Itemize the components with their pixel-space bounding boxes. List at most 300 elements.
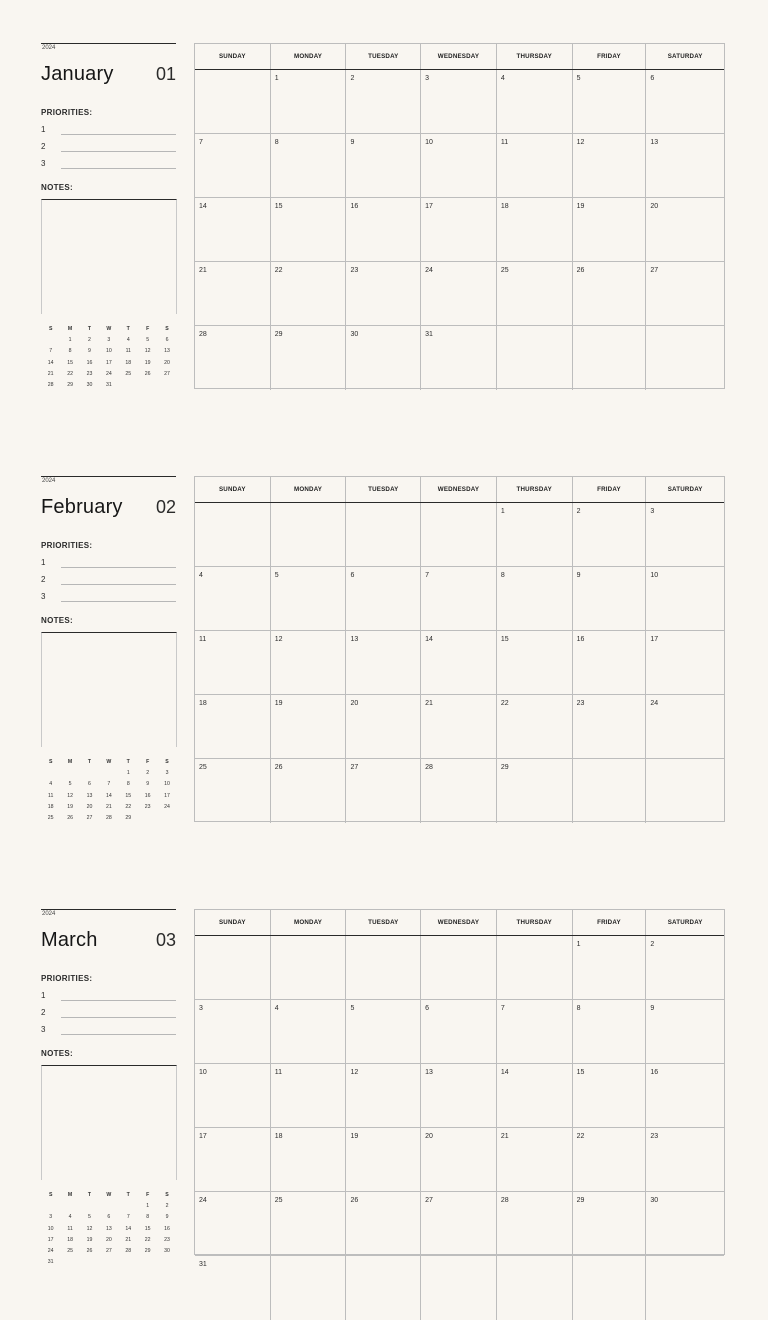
- month-grid: [194, 43, 725, 389]
- day-number: 16: [650, 1069, 659, 1076]
- mini-calendar-week: [41, 813, 177, 824]
- mini-day: 26: [67, 814, 73, 821]
- mini-day: 4: [49, 781, 53, 788]
- day-cell[interactable]: [195, 631, 271, 694]
- priorities-label: PRIORITIES:: [41, 541, 93, 550]
- day-number: 4: [274, 1005, 279, 1012]
- priority-number: 3: [41, 592, 46, 601]
- day-cell[interactable]: [346, 1256, 421, 1320]
- priority-write-line[interactable]: [61, 601, 176, 602]
- day-cell[interactable]: [346, 70, 421, 133]
- mini-day: 31: [105, 381, 112, 388]
- mini-day: 15: [125, 792, 132, 799]
- day-number: 6: [425, 1005, 430, 1012]
- mini-day: 10: [47, 1225, 54, 1232]
- mini-day: 25: [67, 1247, 73, 1254]
- day-cell[interactable]: [271, 631, 347, 694]
- mini-day: 16: [86, 359, 93, 366]
- day-cell[interactable]: [195, 198, 271, 261]
- day-cell[interactable]: [271, 503, 347, 566]
- mini-day: 29: [67, 381, 73, 388]
- day-cell[interactable]: [195, 262, 271, 325]
- day-number: 27: [425, 1197, 433, 1204]
- week-row: [195, 198, 724, 262]
- mini-day: [99, 768, 118, 779]
- day-cell[interactable]: [421, 134, 497, 197]
- day-cell[interactable]: [646, 1192, 724, 1255]
- priority-number: 1: [41, 991, 46, 1000]
- day-cell[interactable]: [195, 567, 271, 630]
- mini-weekday: F: [146, 326, 150, 332]
- week-row: [195, 936, 724, 1000]
- weekday-header-saturday: SATURDAY: [667, 486, 703, 493]
- day-cell[interactable]: [573, 503, 647, 566]
- day-cell[interactable]: [646, 262, 724, 325]
- day-cell[interactable]: [271, 1128, 347, 1191]
- weekday-header-tuesday: TUESDAY: [346, 910, 421, 935]
- day-cell[interactable]: [646, 1064, 724, 1127]
- day-cell[interactable]: [497, 198, 573, 261]
- mini-calendar-week: [41, 1246, 177, 1257]
- priority-number: 2: [41, 142, 46, 151]
- weekday-header-friday: FRIDAY: [573, 477, 647, 502]
- day-cell[interactable]: [346, 198, 421, 261]
- mini-day: 7: [126, 1214, 130, 1221]
- mini-day: 7: [49, 348, 53, 355]
- day-number: 22: [274, 267, 283, 274]
- day-cell[interactable]: [573, 1256, 647, 1320]
- mini-weekday: T: [126, 326, 130, 332]
- mini-day: 27: [86, 814, 93, 821]
- day-cell[interactable]: [195, 695, 271, 758]
- mini-day: 11: [48, 792, 54, 799]
- priority-write-line[interactable]: [61, 168, 176, 169]
- priority-row[interactable]: [41, 1008, 176, 1022]
- day-cell[interactable]: [421, 1000, 497, 1063]
- day-cell[interactable]: [271, 1064, 347, 1127]
- weekday-header-sunday: SUNDAY: [195, 44, 271, 69]
- mini-day: 16: [144, 792, 151, 799]
- priority-row[interactable]: [41, 991, 176, 1005]
- mini-day: 20: [164, 359, 170, 366]
- priority-write-line[interactable]: [61, 134, 176, 135]
- mini-day: 24: [47, 1247, 54, 1254]
- day-cell[interactable]: [346, 326, 421, 390]
- day-cell[interactable]: [271, 1256, 347, 1320]
- weekday-header-thursday: THURSDAY: [497, 910, 573, 935]
- year-label: 2024: [42, 45, 56, 51]
- mini-day: 19: [144, 359, 151, 366]
- mini-calendar-week: [41, 768, 177, 779]
- day-cell[interactable]: [497, 567, 573, 630]
- day-cell[interactable]: [346, 1000, 421, 1063]
- day-cell[interactable]: [421, 262, 497, 325]
- mini-day: 19: [86, 1236, 93, 1243]
- mini-day: 24: [164, 803, 170, 810]
- day-number: 24: [650, 700, 659, 707]
- day-number: 14: [425, 636, 433, 643]
- priority-row[interactable]: [41, 142, 176, 156]
- priority-write-line[interactable]: [61, 1000, 176, 1001]
- day-cell[interactable]: [646, 326, 724, 390]
- day-cell[interactable]: [271, 198, 347, 261]
- weekday-header-row: [195, 477, 724, 503]
- day-cell[interactable]: [271, 759, 347, 823]
- day-cell[interactable]: [421, 1128, 497, 1191]
- day-cell[interactable]: [271, 134, 347, 197]
- mini-calendar-header: [41, 324, 177, 335]
- day-cell[interactable]: [195, 70, 271, 133]
- mini-calendar: [41, 757, 177, 824]
- mini-calendar-week: [41, 779, 177, 790]
- mini-weekday: T: [87, 326, 92, 332]
- priority-row[interactable]: [41, 159, 176, 173]
- mini-day: 20: [86, 803, 93, 810]
- day-number: 17: [199, 1133, 207, 1140]
- day-number: 13: [650, 139, 659, 146]
- day-cell[interactable]: [346, 1128, 421, 1191]
- day-cell[interactable]: [497, 1192, 573, 1255]
- mini-calendar: [41, 324, 177, 391]
- day-cell[interactable]: [346, 262, 421, 325]
- mini-calendar-week: [41, 791, 177, 802]
- day-cell[interactable]: [646, 503, 724, 566]
- day-cell[interactable]: [497, 936, 573, 999]
- day-number: 5: [274, 572, 279, 579]
- day-number: 11: [199, 636, 207, 643]
- day-number: 5: [350, 1005, 355, 1012]
- day-cell[interactable]: [421, 503, 497, 566]
- mini-day: 18: [67, 1236, 73, 1243]
- weekday-header-row: [195, 44, 724, 70]
- day-cell[interactable]: [421, 936, 497, 999]
- priorities-label: PRIORITIES:: [41, 108, 93, 117]
- day-number: 21: [425, 700, 433, 707]
- day-cell[interactable]: [271, 936, 347, 999]
- priority-row[interactable]: [41, 592, 176, 606]
- mini-day: 15: [67, 359, 73, 366]
- day-cell[interactable]: [497, 326, 573, 390]
- priority-write-line[interactable]: [61, 567, 176, 568]
- mini-day: 4: [68, 1214, 72, 1221]
- day-number: 3: [425, 75, 430, 82]
- mini-weekday: S: [48, 759, 53, 765]
- day-cell[interactable]: [646, 198, 724, 261]
- day-number: 22: [500, 700, 509, 707]
- priority-row[interactable]: [41, 1025, 176, 1039]
- mini-day: 21: [105, 803, 112, 810]
- day-cell[interactable]: [646, 936, 724, 999]
- mini-calendar-week: [41, 1257, 177, 1268]
- day-cell[interactable]: [195, 1064, 271, 1127]
- mini-day: 1: [146, 1203, 150, 1210]
- weekday-header-saturday: SATURDAY: [667, 53, 703, 60]
- day-cell[interactable]: [271, 70, 347, 133]
- week-row: [195, 1000, 724, 1064]
- weekday-header-thursday: THURSDAY: [497, 477, 573, 502]
- mini-day: 16: [164, 1225, 170, 1232]
- day-cell[interactable]: [195, 326, 271, 390]
- day-cell[interactable]: [573, 759, 647, 823]
- day-number: 30: [650, 1197, 659, 1204]
- day-number: 10: [199, 1069, 207, 1076]
- day-number: 21: [199, 267, 207, 274]
- day-cell[interactable]: [646, 1128, 724, 1191]
- mini-day: [99, 1257, 118, 1268]
- day-cell[interactable]: [271, 326, 347, 390]
- day-cell[interactable]: [421, 326, 497, 390]
- mini-day: 3: [165, 770, 169, 777]
- mini-calendar-week: [41, 335, 177, 346]
- mini-day: 19: [67, 803, 73, 810]
- day-cell[interactable]: [195, 1256, 271, 1320]
- mini-weekday: M: [67, 759, 73, 765]
- day-cell[interactable]: [497, 134, 573, 197]
- notes-area[interactable]: [41, 199, 177, 314]
- day-cell[interactable]: [497, 1128, 573, 1191]
- mini-day: 30: [164, 1247, 170, 1254]
- day-cell[interactable]: [646, 70, 724, 133]
- priority-row[interactable]: [41, 575, 176, 589]
- mini-day: 9: [88, 348, 91, 355]
- year-label: 2024: [42, 911, 56, 917]
- day-cell[interactable]: [497, 1064, 573, 1127]
- day-cell[interactable]: [497, 1000, 573, 1063]
- day-cell[interactable]: [497, 631, 573, 694]
- mini-day: [60, 1201, 79, 1212]
- week-row: [195, 134, 724, 198]
- day-cell[interactable]: [573, 1064, 647, 1127]
- day-number: 5: [576, 75, 581, 82]
- mini-day: 26: [144, 370, 151, 377]
- notes-area[interactable]: [41, 1065, 177, 1180]
- mini-day: 28: [105, 814, 112, 821]
- priority-write-line[interactable]: [61, 1017, 176, 1018]
- mini-day: 30: [86, 381, 93, 388]
- day-cell[interactable]: [195, 134, 271, 197]
- day-cell[interactable]: [573, 567, 647, 630]
- mini-day: 6: [165, 337, 169, 344]
- day-number: 29: [500, 764, 509, 771]
- mini-day: 8: [126, 781, 130, 788]
- day-number: 27: [350, 764, 359, 771]
- notes-label: NOTES:: [41, 1049, 74, 1058]
- mini-day: 23: [144, 803, 151, 810]
- notes-area[interactable]: [41, 632, 177, 747]
- priority-number: 2: [41, 575, 46, 584]
- day-cell[interactable]: [646, 1000, 724, 1063]
- day-cell[interactable]: [646, 631, 724, 694]
- day-cell[interactable]: [346, 1192, 421, 1255]
- day-cell[interactable]: [573, 936, 647, 999]
- day-cell[interactable]: [573, 326, 647, 390]
- mini-weekday: F: [146, 1192, 150, 1198]
- priority-row[interactable]: [41, 125, 176, 139]
- mini-day: 3: [49, 1214, 53, 1221]
- mini-day: 28: [125, 1247, 132, 1254]
- day-number: 20: [425, 1133, 433, 1140]
- mini-day: [60, 768, 79, 779]
- mini-day: 5: [146, 337, 150, 344]
- day-number: 15: [500, 636, 509, 643]
- priority-write-line[interactable]: [61, 151, 176, 152]
- month-number: 03: [155, 930, 176, 950]
- month-grid: [194, 476, 725, 822]
- day-cell[interactable]: [421, 198, 497, 261]
- mini-day: 20: [105, 1236, 112, 1243]
- day-cell[interactable]: [573, 262, 647, 325]
- mini-calendar-week: [41, 1212, 177, 1223]
- day-cell[interactable]: [497, 70, 573, 133]
- mini-day: 15: [144, 1225, 151, 1232]
- mini-day: 17: [105, 359, 112, 366]
- day-cell[interactable]: [195, 1128, 271, 1191]
- day-cell[interactable]: [421, 1192, 497, 1255]
- day-cell[interactable]: [573, 631, 647, 694]
- day-number: 1: [274, 75, 279, 82]
- mini-day: 7: [107, 781, 111, 788]
- day-number: 12: [576, 139, 585, 146]
- day-cell[interactable]: [195, 1000, 271, 1063]
- year-label: 2024: [42, 478, 56, 484]
- day-cell[interactable]: [195, 1192, 271, 1255]
- day-number: 29: [576, 1197, 585, 1204]
- day-cell[interactable]: [195, 759, 271, 823]
- day-number: 24: [199, 1197, 207, 1204]
- day-cell[interactable]: [346, 936, 421, 999]
- day-cell[interactable]: [271, 695, 347, 758]
- day-cell[interactable]: [346, 1064, 421, 1127]
- year-rule: [41, 43, 176, 44]
- mini-day: 12: [86, 1225, 93, 1232]
- weekday-header-monday: MONDAY: [271, 44, 347, 69]
- day-number: 8: [500, 572, 505, 579]
- day-cell[interactable]: [573, 1000, 647, 1063]
- mini-day: 18: [125, 359, 132, 366]
- day-cell[interactable]: [271, 262, 347, 325]
- day-cell[interactable]: [195, 503, 271, 566]
- day-cell[interactable]: [346, 631, 421, 694]
- week-row: [195, 503, 724, 567]
- day-cell[interactable]: [497, 503, 573, 566]
- day-cell[interactable]: [646, 134, 724, 197]
- day-cell[interactable]: [346, 695, 421, 758]
- week-row: [195, 262, 724, 326]
- priority-write-line[interactable]: [61, 584, 176, 585]
- mini-day: 25: [125, 370, 132, 377]
- day-cell[interactable]: [421, 1064, 497, 1127]
- day-cell[interactable]: [421, 695, 497, 758]
- mini-calendar-week: [41, 358, 177, 369]
- day-cell[interactable]: [271, 567, 347, 630]
- mini-day: 8: [146, 1214, 150, 1221]
- day-number: 1: [500, 508, 505, 515]
- mini-day: 14: [47, 359, 54, 366]
- priority-row[interactable]: [41, 558, 176, 572]
- day-cell[interactable]: [497, 262, 573, 325]
- week-row: [195, 1064, 724, 1128]
- mini-calendar-week: [41, 1201, 177, 1212]
- day-cell[interactable]: [346, 567, 421, 630]
- day-cell[interactable]: [421, 567, 497, 630]
- day-number: 15: [274, 203, 283, 210]
- day-number: 28: [500, 1197, 509, 1204]
- day-cell[interactable]: [271, 1192, 347, 1255]
- day-cell[interactable]: [646, 1256, 724, 1320]
- priority-number: 3: [41, 1025, 46, 1034]
- mini-day: 12: [67, 792, 73, 799]
- day-cell[interactable]: [346, 503, 421, 566]
- mini-day: [138, 813, 157, 824]
- mini-day: 17: [47, 1236, 54, 1243]
- priority-write-line[interactable]: [61, 1034, 176, 1035]
- mini-day: 14: [125, 1225, 132, 1232]
- day-cell[interactable]: [573, 70, 647, 133]
- mini-day: 2: [146, 770, 150, 777]
- day-cell[interactable]: [346, 134, 421, 197]
- day-cell[interactable]: [421, 759, 497, 823]
- day-number: 18: [274, 1133, 283, 1140]
- mini-weekday: T: [126, 759, 130, 765]
- day-number: 20: [350, 700, 359, 707]
- weekday-header-friday: FRIDAY: [573, 44, 647, 69]
- mini-weekday: S: [165, 326, 169, 332]
- mini-day: 13: [105, 1225, 112, 1232]
- mini-calendar-week: [41, 802, 177, 813]
- month-name: February: [41, 496, 123, 518]
- day-cell[interactable]: [346, 759, 421, 823]
- day-cell[interactable]: [421, 631, 497, 694]
- day-cell[interactable]: [421, 1256, 497, 1320]
- day-cell[interactable]: [271, 1000, 347, 1063]
- day-number: 16: [576, 636, 585, 643]
- day-number: 9: [650, 1005, 655, 1012]
- day-cell[interactable]: [646, 695, 724, 758]
- priority-number: 1: [41, 125, 46, 134]
- mini-day: 18: [47, 803, 54, 810]
- notes-label: NOTES:: [41, 616, 74, 625]
- day-cell[interactable]: [497, 759, 573, 823]
- day-cell[interactable]: [646, 567, 724, 630]
- priority-number: 1: [41, 558, 46, 567]
- day-cell[interactable]: [573, 134, 647, 197]
- week-row: [195, 695, 724, 759]
- day-number: 7: [425, 572, 430, 579]
- day-number: 20: [650, 203, 659, 210]
- mini-day: 27: [164, 370, 170, 377]
- day-cell[interactable]: [646, 759, 724, 823]
- mini-day: 22: [144, 1236, 151, 1243]
- day-cell[interactable]: [573, 198, 647, 261]
- year-rule: [41, 476, 176, 477]
- mini-day: [157, 1257, 176, 1268]
- weekday-header-sunday: SUNDAY: [195, 477, 271, 502]
- mini-day: [157, 380, 176, 391]
- day-cell[interactable]: [421, 70, 497, 133]
- day-number: 6: [350, 572, 355, 579]
- day-number: 25: [199, 764, 207, 771]
- day-cell[interactable]: [497, 1256, 573, 1320]
- mini-day: 21: [125, 1236, 132, 1243]
- day-cell[interactable]: [497, 695, 573, 758]
- day-number: 21: [500, 1133, 509, 1140]
- day-cell[interactable]: [573, 1128, 647, 1191]
- day-cell[interactable]: [195, 936, 271, 999]
- day-number: 18: [500, 203, 509, 210]
- day-cell[interactable]: [573, 695, 647, 758]
- mini-day: [157, 813, 176, 824]
- day-cell[interactable]: [573, 1192, 647, 1255]
